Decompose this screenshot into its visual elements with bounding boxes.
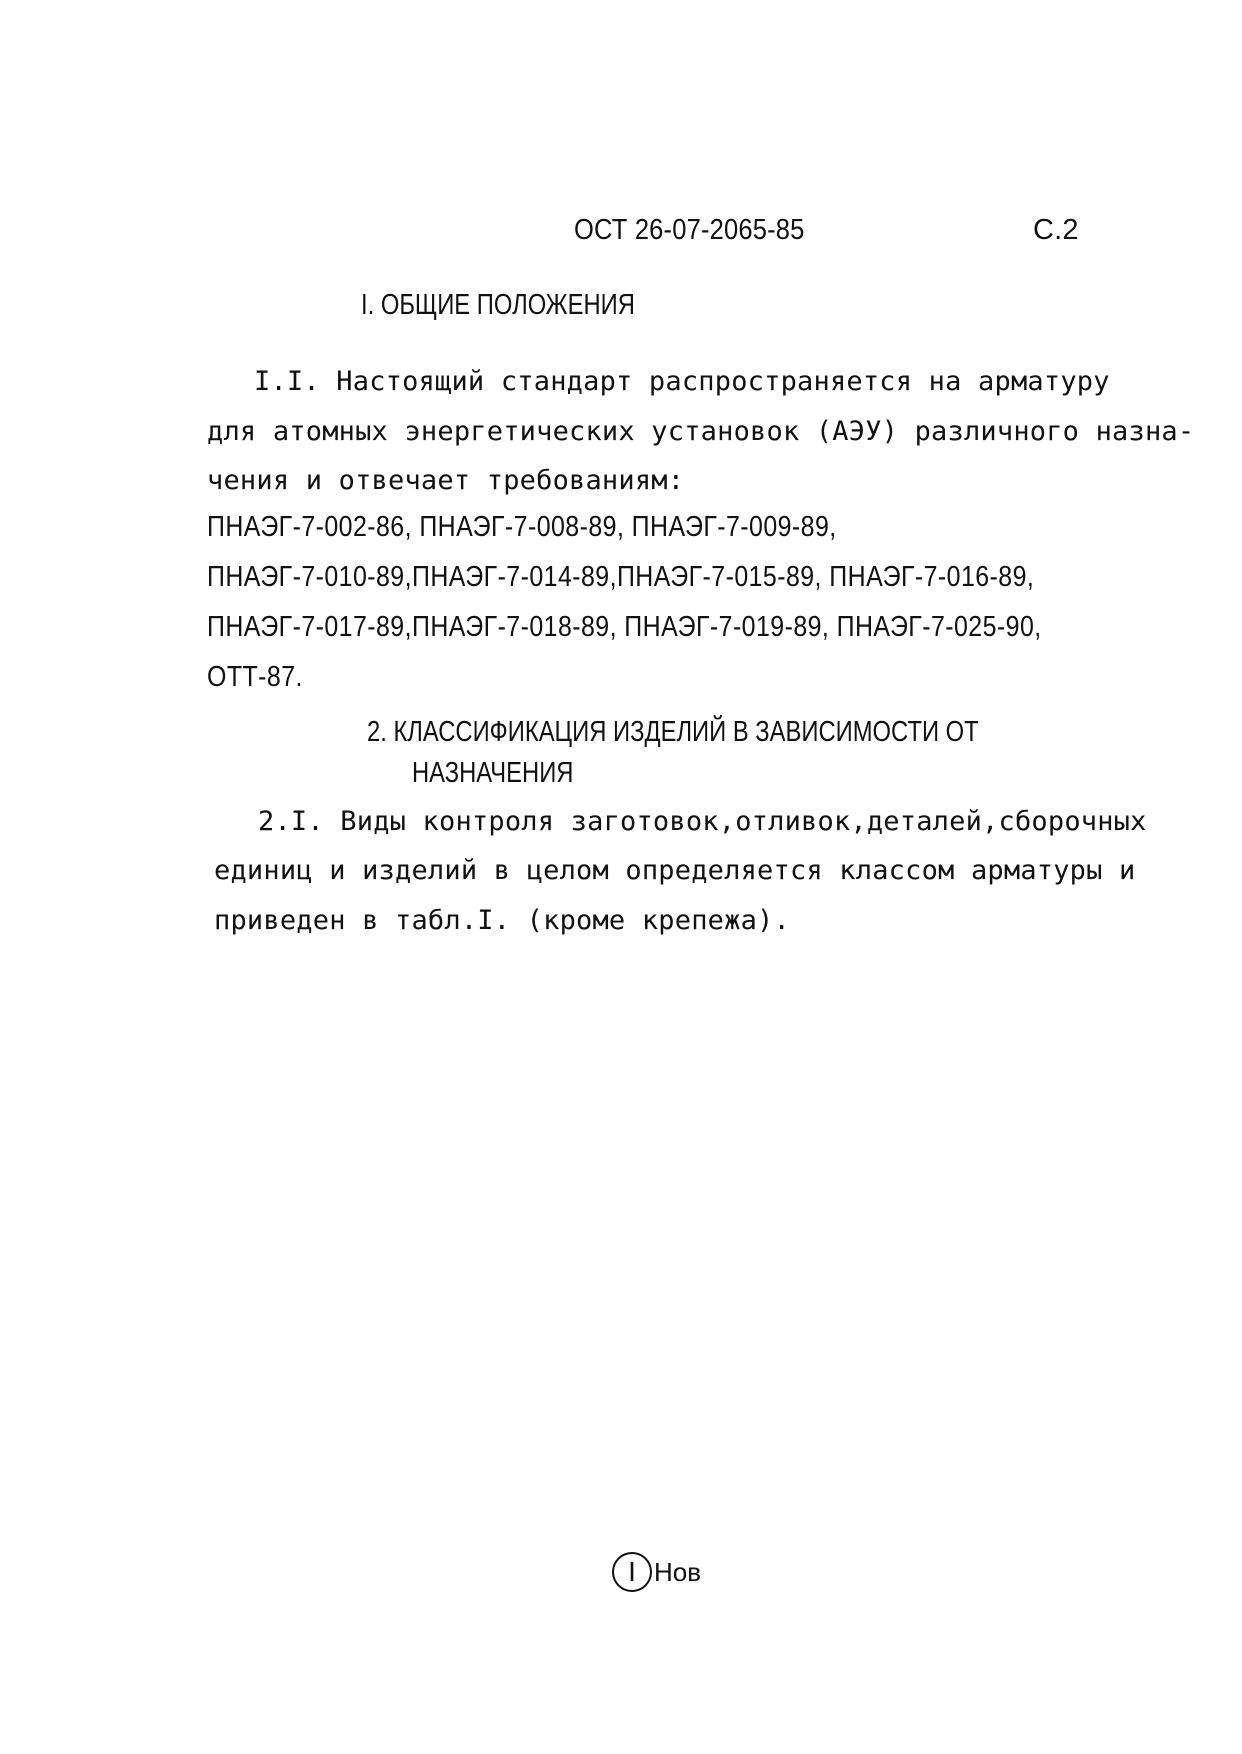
reference-list-line-3: ПНАЭГ-7-017-89,ПНАЭГ-7-018-89, ПНАЭГ-7-019-89, ПНАЭГ-7-025-90, <box>207 611 1042 643</box>
section-2-title-line-1: 2. КЛАССИФИКАЦИЯ ИЗДЕЛИЙ В ЗАВИСИМОСТИ ОТ <box>367 716 979 748</box>
clause-1-1-line-2: для атомных энергетических установок (АЭУ) различного назна- <box>207 416 1195 447</box>
revision-stamp <box>612 1550 701 1594</box>
document-code: ОСТ 26-07-2065-85 <box>574 214 805 246</box>
clause-2-1-line-3: приведен в табл.I. (кроме крепежа). <box>214 905 790 936</box>
clause-2-1-line-2: единиц и изделий в целом определяется классом арматуры и <box>214 855 1136 886</box>
section-1-title: I. ОБЩИЕ ПОЛОЖЕНИЯ <box>361 289 635 321</box>
section-2-title-line-2: НАЗНАЧЕНИЯ <box>412 757 574 789</box>
clause-1-1-line-3: чения и отвечает требованиям: <box>207 465 685 496</box>
clause-1-1-line-1: I.I. Настоящий стандарт распространяется на арматуру <box>254 366 1110 397</box>
reference-list-line-2: ПНАЭГ-7-010-89,ПНАЭГ-7-014-89,ПНАЭГ-7-015-89, ПНАЭГ-7-016-89, <box>207 561 1035 593</box>
clause-2-1-line-1: 2.I. Виды контроля заготовок,отливок,деталей,сборочных <box>258 806 1147 837</box>
reference-list-line-1: ПНАЭГ-7-002-86, ПНАЭГ-7-008-89, ПНАЭГ-7-009-89, <box>207 511 837 543</box>
reference-list-line-4: ОТТ-87. <box>207 661 303 693</box>
page-number: С.2 <box>1033 214 1079 246</box>
revision-label: Нов <box>654 1556 702 1587</box>
revision-number-circle: I <box>612 1552 652 1592</box>
